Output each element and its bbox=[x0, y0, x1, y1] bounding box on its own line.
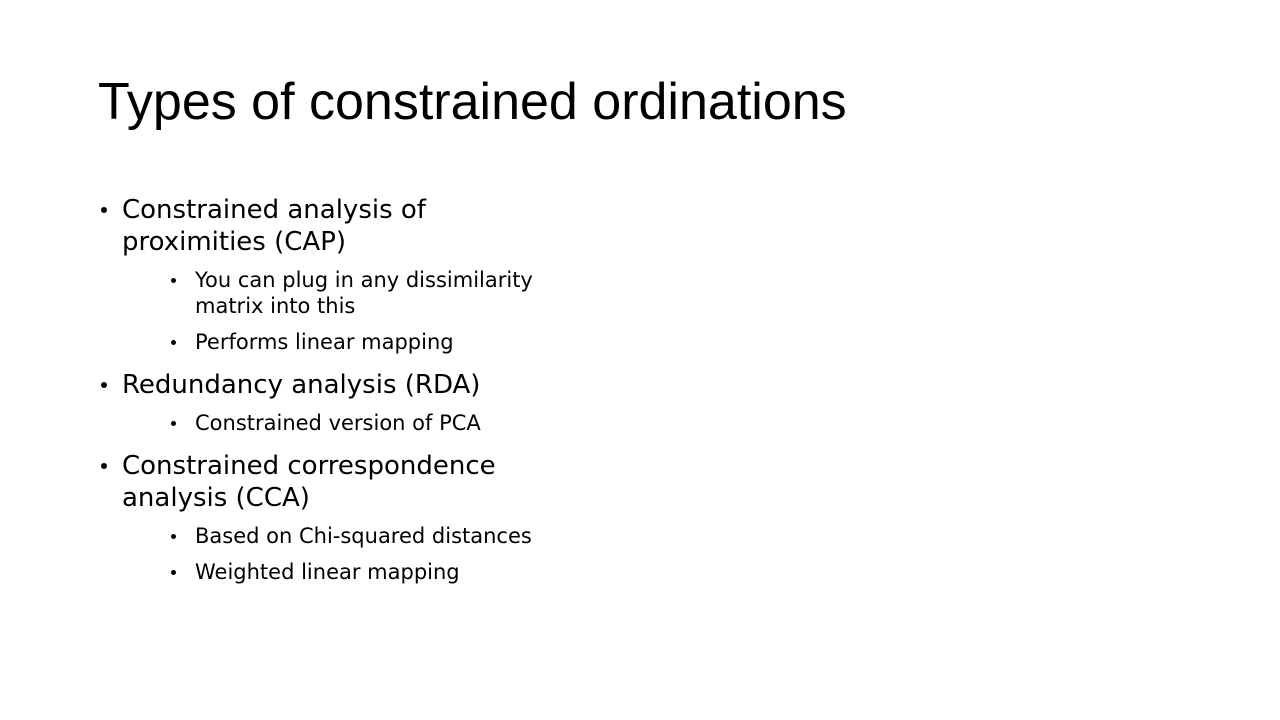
bullet-item-rda bbox=[98, 369, 618, 436]
sub-bullet-text: Performs linear mapping bbox=[195, 330, 454, 354]
sub-bullet-item bbox=[171, 523, 618, 549]
sub-bullet-list bbox=[171, 410, 618, 436]
sub-bullet-text: Constrained version of PCA bbox=[195, 411, 481, 435]
bullet-text: Constrained correspondence analysis (CCA) bbox=[122, 451, 496, 513]
bullet-item-cca bbox=[98, 450, 618, 585]
sub-bullet-item bbox=[171, 267, 618, 319]
bullet-text: Redundancy analysis (RDA) bbox=[122, 370, 481, 400]
sub-bullet-text: Weighted linear mapping bbox=[195, 560, 460, 584]
slide-title: Types of constrained ordinations bbox=[98, 73, 847, 131]
bullet-list bbox=[98, 194, 618, 585]
sub-bullet-list bbox=[171, 267, 618, 355]
sub-bullet-text: Based on Chi-squared distances bbox=[195, 524, 532, 548]
sub-bullet-item bbox=[171, 329, 618, 355]
bullet-text: Constrained analysis of proximities (CAP) bbox=[122, 195, 426, 257]
sub-bullet-list bbox=[171, 523, 618, 585]
bullet-item-cap bbox=[98, 194, 618, 355]
sub-bullet-item bbox=[171, 410, 618, 436]
sub-bullet-item bbox=[171, 559, 618, 585]
sub-bullet-text: You can plug in any dissimilarity matrix into this bbox=[195, 268, 533, 318]
